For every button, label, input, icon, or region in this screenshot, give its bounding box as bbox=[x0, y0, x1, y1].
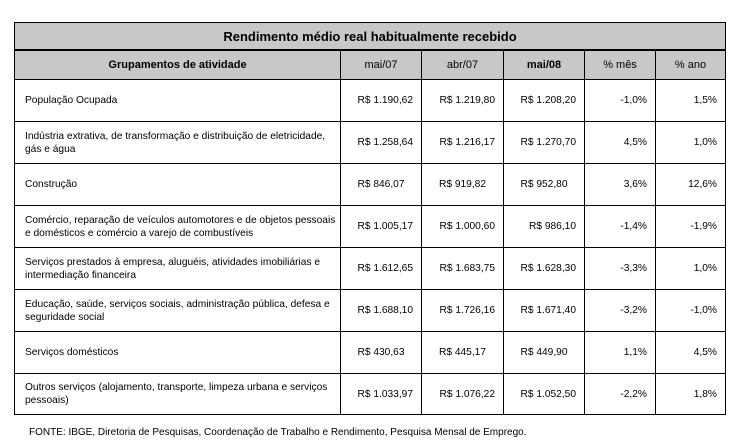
cell-pct-month: -3,3% bbox=[585, 248, 656, 290]
table-row bbox=[15, 164, 726, 206]
row-label: Outros serviços (alojamento, transporte, limpeza urbana e serviços pessoais) bbox=[15, 374, 341, 415]
cell-mai07: R$ 1.005,17 bbox=[341, 206, 422, 248]
cell-mai08: R$ 1.270,70 bbox=[504, 122, 585, 164]
cell-pct-month: -1,0% bbox=[585, 80, 656, 122]
column-header-mai07: mai/07 bbox=[341, 50, 422, 80]
column-header-pct-month: % mês bbox=[585, 50, 656, 80]
income-table-frame bbox=[14, 22, 725, 415]
table-row bbox=[15, 290, 726, 332]
row-label: Serviços domésticos bbox=[15, 332, 341, 374]
cell-abr07: R$ 1.726,16 bbox=[422, 290, 504, 332]
cell-pct-month: 3,6% bbox=[585, 164, 656, 206]
column-header-mai08: mai/08 bbox=[504, 50, 585, 80]
cell-pct-month: -3,2% bbox=[585, 290, 656, 332]
cell-mai07: R$ 1.190,62 bbox=[341, 80, 422, 122]
cell-abr07: R$ 445,17 bbox=[422, 332, 504, 374]
cell-abr07: R$ 1.683,75 bbox=[422, 248, 504, 290]
cell-mai07: R$ 1.258,64 bbox=[341, 122, 422, 164]
cell-abr07: R$ 1.216,17 bbox=[422, 122, 504, 164]
cell-pct-year: 1,0% bbox=[656, 248, 726, 290]
cell-mai07: R$ 1.033,97 bbox=[341, 374, 422, 415]
cell-pct-month: -1,4% bbox=[585, 206, 656, 248]
column-header-pct-year: % ano bbox=[656, 50, 726, 80]
cell-mai08: R$ 952,80 bbox=[504, 164, 585, 206]
cell-pct-year: -1,0% bbox=[656, 290, 726, 332]
source-note: FONTE: IBGE, Diretoria de Pesquisas, Coordenação de Trabalho e Rendimento, Pesquisa Mensal de Emprego. bbox=[29, 427, 527, 438]
income-table bbox=[14, 22, 726, 415]
cell-mai07: R$ 430,63 bbox=[341, 332, 422, 374]
cell-mai07: R$ 1.688,10 bbox=[341, 290, 422, 332]
cell-pct-month: 1,1% bbox=[585, 332, 656, 374]
cell-pct-year: 1,8% bbox=[656, 374, 726, 415]
cell-mai08: R$ 1.628,30 bbox=[504, 248, 585, 290]
row-label: Comércio, reparação de veículos automotores e de objetos pessoais e domésticos e comércio a varejo de combustíveis bbox=[15, 206, 341, 248]
cell-mai07: R$ 846,07 bbox=[341, 164, 422, 206]
column-header-abr07: abr/07 bbox=[422, 50, 504, 80]
cell-pct-year: 1,5% bbox=[656, 80, 726, 122]
cell-abr07: R$ 1.000,60 bbox=[422, 206, 504, 248]
cell-pct-month: 4,5% bbox=[585, 122, 656, 164]
cell-mai08: R$ 449,90 bbox=[504, 332, 585, 374]
row-label: Serviços prestados à empresa, aluguéis, atividades imobiliárias e intermediação financeira bbox=[15, 248, 341, 290]
table-row bbox=[15, 122, 726, 164]
table-row bbox=[15, 248, 726, 290]
row-label: População Ocupada bbox=[15, 80, 341, 122]
table-row bbox=[15, 374, 726, 415]
cell-mai08: R$ 1.671,40 bbox=[504, 290, 585, 332]
row-label: Indústria extrativa, de transformação e distribuição de eletricidade, gás e água bbox=[15, 122, 341, 164]
cell-pct-month: -2,2% bbox=[585, 374, 656, 415]
row-label: Construção bbox=[15, 164, 341, 206]
cell-abr07: R$ 1.076,22 bbox=[422, 374, 504, 415]
cell-mai08: R$ 986,10 bbox=[504, 206, 585, 248]
cell-pct-year: 4,5% bbox=[656, 332, 726, 374]
table-row bbox=[15, 206, 726, 248]
cell-abr07: R$ 1.219,80 bbox=[422, 80, 504, 122]
table-row bbox=[15, 80, 726, 122]
cell-abr07: R$ 919,82 bbox=[422, 164, 504, 206]
cell-pct-year: 1,0% bbox=[656, 122, 726, 164]
table-row bbox=[15, 332, 726, 374]
cell-pct-year: 12,6% bbox=[656, 164, 726, 206]
cell-mai08: R$ 1.052,50 bbox=[504, 374, 585, 415]
cell-mai07: R$ 1.612,65 bbox=[341, 248, 422, 290]
cell-pct-year: -1,9% bbox=[656, 206, 726, 248]
column-header-activity: Grupamentos de atividade bbox=[15, 50, 341, 80]
cell-mai08: R$ 1.208,20 bbox=[504, 80, 585, 122]
row-label: Educação, saúde, serviços sociais, administração pública, defesa e seguridade social bbox=[15, 290, 341, 332]
table-title: Rendimento médio real habitualmente recebido bbox=[15, 23, 726, 51]
